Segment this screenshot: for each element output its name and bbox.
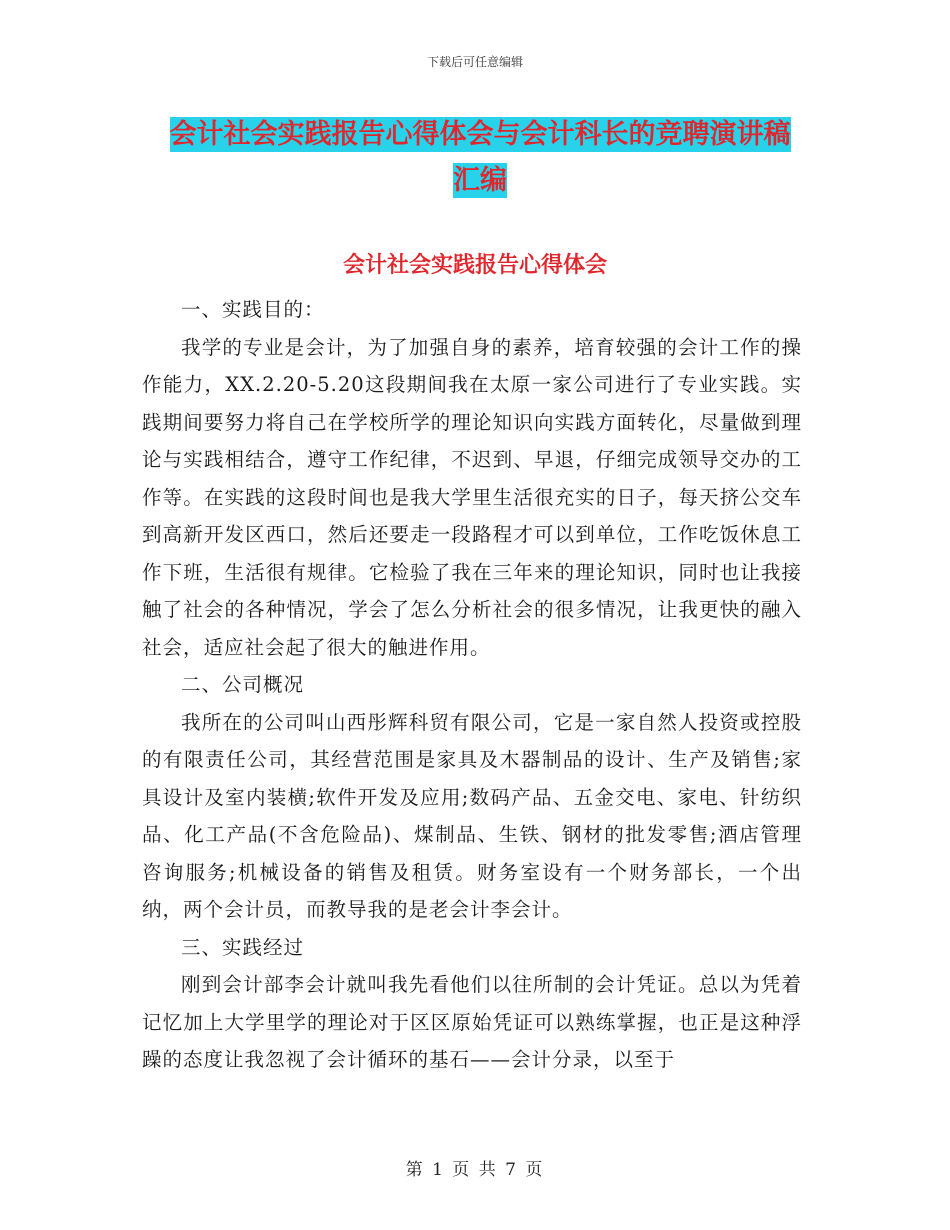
paragraph: 我学的专业是会计，为了加强自身的素养，培育较强的会计工作的操作能力，XX.2.20-5.20这段期间我在太原一家公司进行了专业实践。实践期间要努力将自己在学校所学的理论知识向实践方面转化，尽量做到理论与实践相结合，遵守工作纪律，不迟到、早退，仔细完成领导交办的工作等。在实践的这段时间也是我大学里生活很充实的日子，每天挤公交车到高新开发区西口，然后还要走一段路程才可以到单位，工作吃饭休息工作下班，生活很有规律。它检验了我在三年来的理论知识，同时也让我接触了社会的各种情况，学会了怎么分析社会的很多情况，让我更快的融入社会，适应社会起了很大的触进作用。 [142,335,802,659]
document-title [140,112,820,204]
paragraph: 我所在的公司叫山西彤辉科贸有限公司，它是一家自然人投资或控股的有限责任公司，其经营范围是家具及木器制品的设计、生产及销售;家具设计及室内装横;软件开发及应用;数码产品、五金交电、家电、针纺织品、化工产品(不含危险品)、煤制品、生铁、钢材的批发零售;酒店管理咨询服务;机械设备的销售及租赁。财务室设有一个财务部长，一个出纳，两个会计员，而教导我的是老会计李会计。 [142,710,802,921]
paragraph-heading-purpose: 一、实践目的： [181,298,325,321]
document-title-line2: 汇编 [453,165,507,196]
page-number: 第 1 页 共 7 页 [405,1160,545,1180]
paragraph-heading-company: 二、公司概况 [181,673,305,696]
body-text [142,291,802,1079]
header-note: 下载后可任意编辑 [426,55,523,69]
paragraph: 刚到会计部李会计就叫我先看他们以往所制的会计凭证。总以为凭着记忆加上大学里学的理论对于区区原始凭证可以熟练掌握，也正是这种浮躁的态度让我忽视了会计循环的基石——会计分录，以至于 [142,973,802,1071]
section-title: 会计社会实践报告心得体会 [342,252,607,278]
paragraph-heading-process: 三、实践经过 [181,935,305,959]
document-title-line1: 会计社会实践报告心得体会与会计科长的竞聘演讲稿 [169,119,791,150]
